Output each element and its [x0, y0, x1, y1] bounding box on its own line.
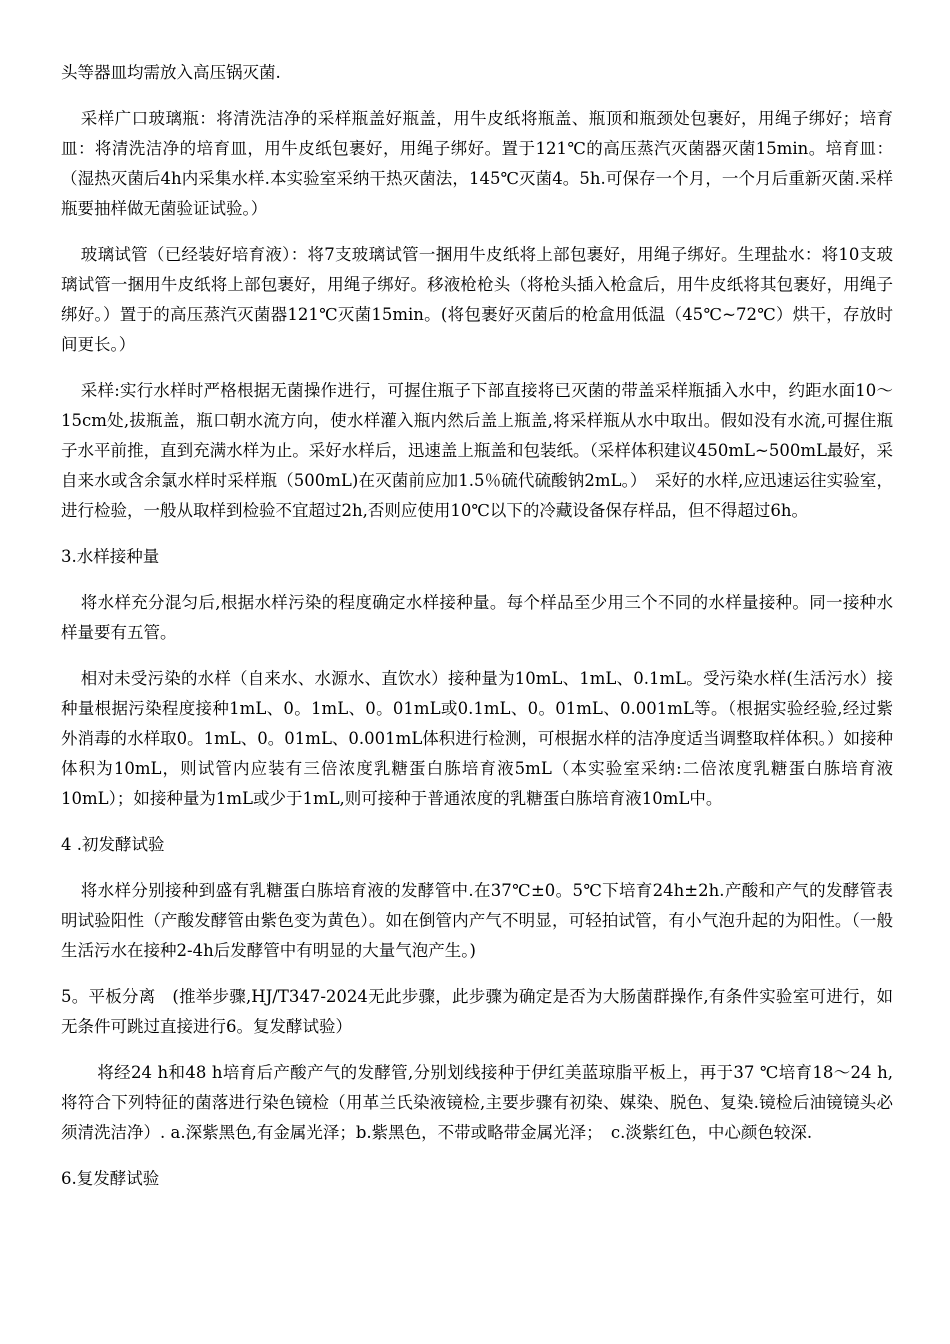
paragraph-streak-inoculation: 将经24 h和48 h培育后产酸产气的发酵管,分别划线接种于伊红美蓝琼脂平板上，再于37 ℃培育18～24 h,将符合下列特征的菌落进行染色镜检（用革兰氏染液镜检,主要步骤有初染、媒染、脱色、复染.镜检后油镜镜头必须清洗洁净）. a.深紫黑色,有金属光泽；b.紫黑色，不带或略带金属光泽； c.淡紫红色，中心颜色较深. [61, 1063, 893, 1142]
heading-inoculation-amount: 3.水样接种量 [61, 547, 160, 566]
heading-initial-fermentation: 4 .初发酵试验 [61, 835, 165, 854]
paragraph-sampling-bottle: 采样广口玻璃瓶：将清洗洁净的采样瓶盖好瓶盖，用牛皮纸将瓶盖、瓶顶和瓶颈处包裹好，用绳子绑好；培育皿：将清洗洁净的培育皿，用牛皮纸包裹好，用绳子绑好。置于121℃的高压蒸汽灭菌器灭菌15min。培育皿：（湿热灭菌后4h内采集水样.本实验室采纳干热灭菌法，145℃灭菌4。5h.可保存一个月，一个月后重新灭菌.采样瓶要抽样做无菌验证试验。） [61, 109, 893, 218]
paragraph-sterilize-utensils: 头等器皿均需放入高压锅灭菌. [61, 63, 281, 82]
paragraph-inoculation-volume: 相对未受污染的水样（自来水、水源水、直饮水）接种量为10mL、1mL、0.1mL。受污染水样(生活污水）接种量根据污染程度接种1mL、0。1mL、0。01mL或0.1mL、0。01mL、0.001mL等。（根据实验经验,经过紫外消毒的水样取0。1mL、0。01mL、0.001mL体积进行检测，可根据水样的洁净度适当调整取样体积。）如接种体积为10mL，则试管内应装有三倍浓度乳糖蛋白胨培育液5mL（本实验室采纳:二倍浓度乳糖蛋白胨培育液10mL）；如接种量为1mL或少于1mL,则可接种于普通浓度的乳糖蛋白胨培育液10mL中。 [61, 669, 893, 808]
paragraph-sampling: 采样:实行水样时严格根据无菌操作进行，可握住瓶子下部直接将已灭菌的带盖采样瓶插入水中，约距水面10～15cm处,拔瓶盖，瓶口朝水流方向，使水样灌入瓶内然后盖上瓶盖,将采样瓶从水中取出。假如没有水流,可握住瓶子水平前推，直到充满水样为止。采好水样后，迅速盖上瓶盖和包装纸。（采样体积建议450mL~500mL最好，采自来水或含余氯水样时采样瓶（500mL)在灭菌前应加1.5％硫代硫酸钠2mL。） 采好的水样,应迅速运往实验室，进行检验，一般从取样到检验不宜超过2h,否则应使用10℃以下的冷藏设备保存样品，但不得超过6h。 [61, 381, 893, 520]
paragraph-plate-separation: 5。平板分离 (推举步骤,HJ/T347-2024无此步骤，此步骤为确定是否为大肠菌群操作,有条件实验室可进行，如无条件可跳过直接进行6。复发酵试验） [61, 987, 893, 1036]
heading-re-fermentation: 6.复发酵试验 [61, 1169, 160, 1188]
paragraph-mix-sample: 将水样充分混匀后,根据水样污染的程度确定水样接种量。每个样品至少用三个不同的水样量接种。同一接种水样量要有五管。 [61, 593, 893, 642]
document-page [61, 58, 893, 1210]
paragraph-fermentation-test: 将水样分别接种到盛有乳糖蛋白胨培育液的发酵管中.在37℃±0。5℃下培育24h±2h.产酸和产气的发酵管表明试验阳性（产酸发酵管由紫色变为黄色）。如在倒管内产气不明显，可轻拍试管，有小气泡升起的为阳性。（一般生活污水在接种2-4h后发酵管中有明显的大量气泡产生。) [61, 881, 893, 960]
paragraph-glass-tubes: 玻璃试管（已经装好培育液）：将7支玻璃试管一捆用牛皮纸将上部包裹好，用绳子绑好。生理盐水：将10支玻璃试管一捆用牛皮纸将上部包裹好，用绳子绑好。移液枪枪头（将枪头插入枪盒后，用牛皮纸将其包裹好，用绳子绑好。）置于的高压蒸汽灭菌器121℃灭菌15min。(将包裹好灭菌后的枪盒用低温（45℃~72℃）烘干，存放时间更长。） [61, 245, 893, 354]
